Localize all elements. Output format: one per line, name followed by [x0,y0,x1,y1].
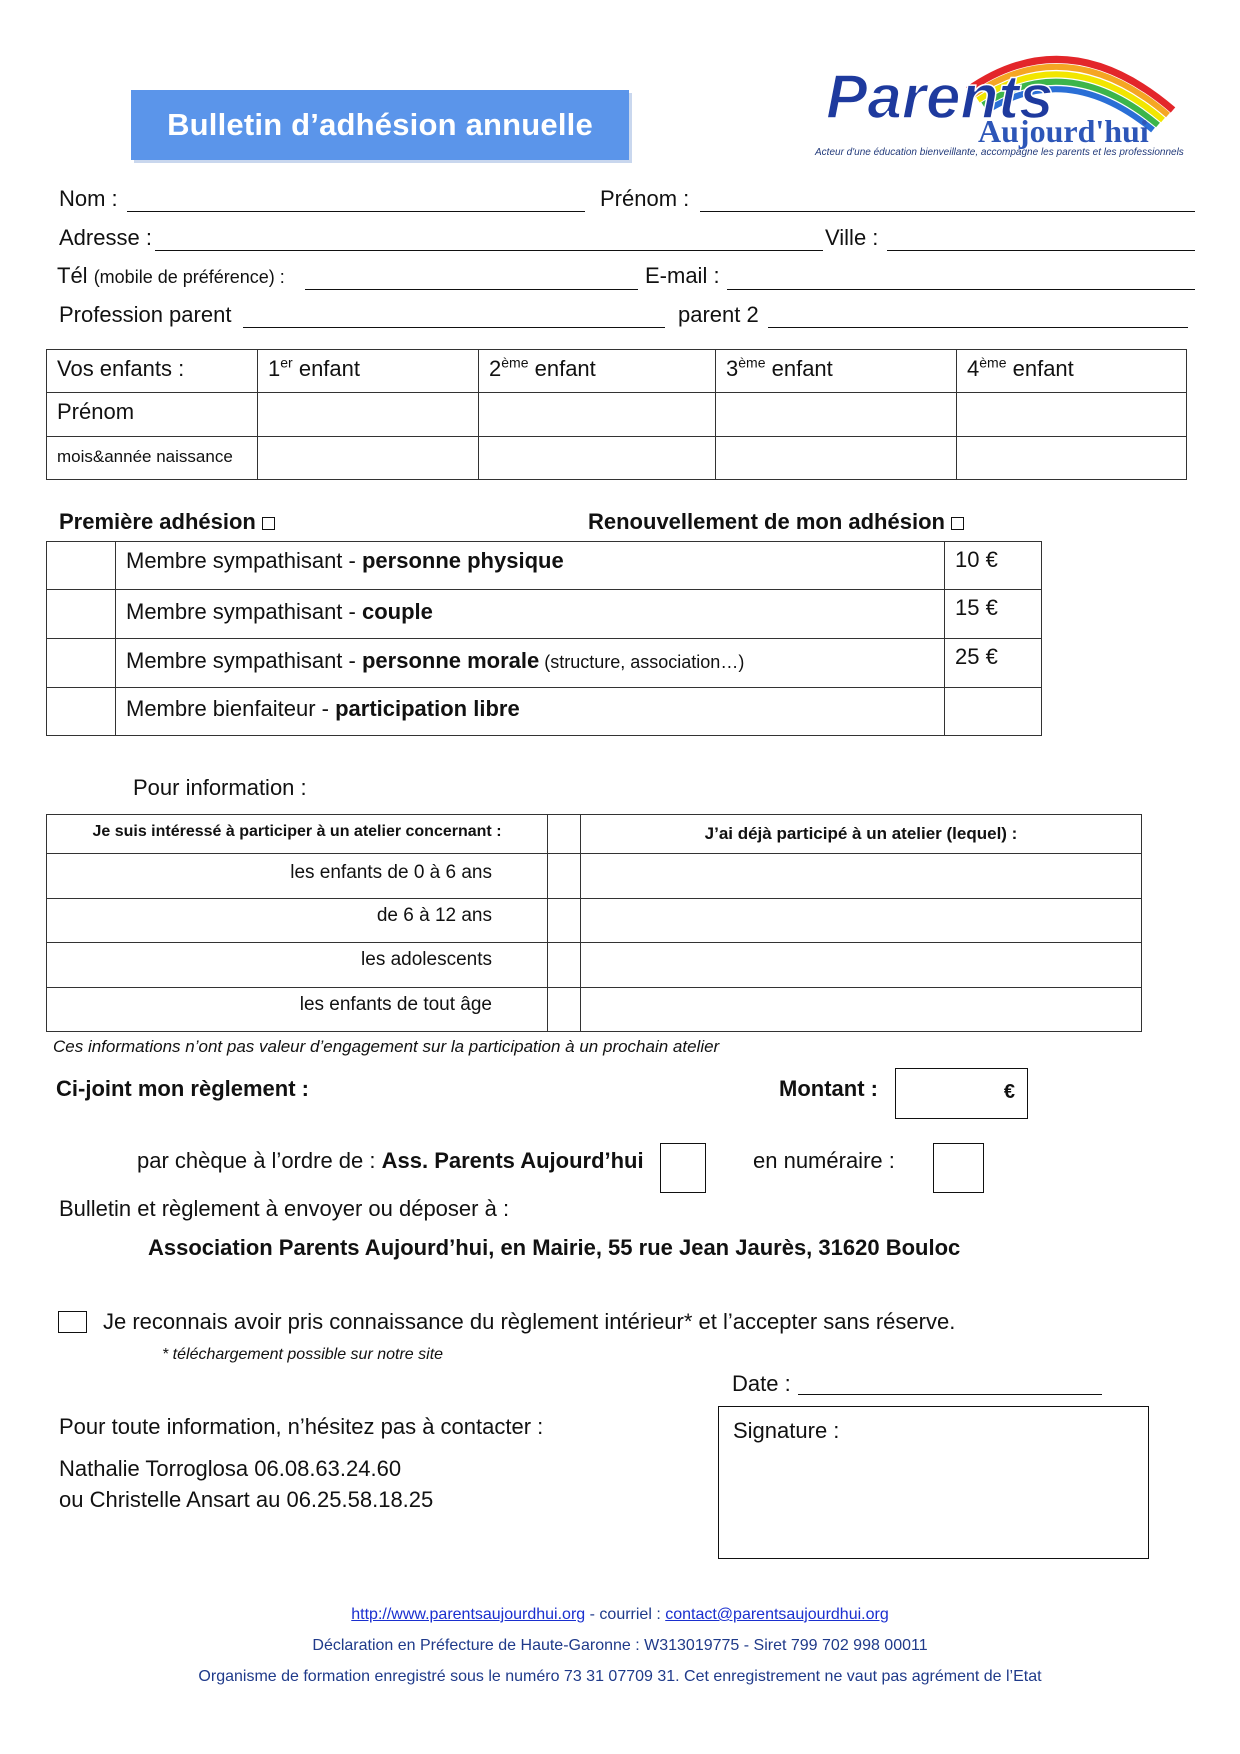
contact-intro: Pour toute information, n’hésitez pas à contacter : [59,1414,544,1439]
premiere-adhesion[interactable]: Première adhésion [59,509,275,535]
page-title: Bulletin d’adhésion annuelle [131,90,629,160]
contact-line-1: Nathalie Torroglosa 06.08.63.24.60 [59,1456,402,1481]
courriel-label: - courriel : [589,1606,661,1623]
membership-check-cell[interactable] [47,639,116,688]
membership-check-cell[interactable] [47,542,116,590]
tel-label: Tél (mobile de préférence) : [57,263,285,288]
child-4-prenom-cell[interactable] [957,393,1187,437]
workshop-checkbox-cell[interactable] [548,899,581,943]
child-col-4: 4ème enfant [957,350,1187,393]
email-field[interactable] [727,289,1195,290]
workshop-age-label: les adolescents [47,943,548,988]
prenom-label: Prénom : [600,186,690,211]
child-1-naissance-cell[interactable] [258,437,479,480]
row-naissance-label: mois&année naissance [47,437,258,480]
adresse-field[interactable] [155,250,823,251]
membership-price-cell: 25 € [945,639,1042,688]
workshop-checkbox-cell[interactable] [548,943,581,988]
interest-check-header [548,815,581,854]
membership-check-cell[interactable] [47,590,116,639]
workshop-table [46,814,1142,1032]
tel-field[interactable] [305,289,638,290]
ville-field[interactable] [887,250,1195,251]
contact-line-2: ou Christelle Ansart au 06.25.58.18.25 [59,1487,434,1512]
footer-formation: Organisme de formation enregistré sous le numéro 73 31 07709 31. Cet enregistrement ne vaut pas agrément de l’Etat [198,1668,1042,1685]
info-heading: Pour information : [133,775,307,800]
workshop-checkbox-cell[interactable] [548,854,581,899]
children-header: Vos enfants : [47,350,258,393]
email-link[interactable]: contact@parentsaujourdhui.org [665,1606,889,1623]
cheque-label: par chèque à l’ordre de : Ass. Parents Aujourd’hui [137,1148,644,1173]
membership-price-cell: 10 € [945,542,1042,590]
workshop-checkbox-cell[interactable] [548,988,581,1032]
agreement-checkbox[interactable] [58,1311,87,1333]
workshop-participated-cell[interactable] [581,943,1142,988]
agreement-note: * téléchargement possible sur notre site [162,1346,444,1363]
parent2-label: parent 2 [678,302,759,327]
cash-checkbox[interactable] [933,1143,984,1193]
participated-header: J’ai déjà participé à un atelier (lequel) : [581,815,1142,854]
renouvellement-adhesion[interactable]: Renouvellement de mon adhésion [588,509,964,535]
logo-brand: Parents [826,63,1054,132]
footer-declaration: Déclaration en Préfecture de Haute-Garonne : W313019775 - Siret 799 702 998 00011 [312,1637,928,1654]
child-3-prenom-cell[interactable] [716,393,957,437]
child-4-naissance-cell[interactable] [957,437,1187,480]
child-2-prenom-cell[interactable] [479,393,716,437]
parent2-field[interactable] [768,327,1188,328]
cash-label: en numéraire : [753,1148,895,1173]
interest-header: Je suis intéressé à participer à un atelier concernant : [47,815,548,854]
child-1-prenom-cell[interactable] [258,393,479,437]
date-field[interactable] [798,1394,1102,1395]
membership-price-cell[interactable] [945,688,1042,736]
website-link[interactable]: http://www.parentsaujourdhui.org [351,1606,586,1623]
child-col-2: 2ème enfant [479,350,716,393]
workshop-age-label: les enfants de tout âge [47,988,548,1032]
signature-label: Signature : [733,1418,840,1443]
renouvellement-checkbox[interactable] [951,517,964,530]
logo-tagline: Acteur d'une éducation bienveillante, accompagne les parents et les professionnels [815,147,1184,158]
profession-field[interactable] [243,327,665,328]
payment-label: Ci-joint mon règlement : [56,1076,309,1101]
workshop-participated-cell[interactable] [581,899,1142,943]
child-col-1: 1er enfant [258,350,479,393]
logo-subtitle: Aujourd'hui [978,113,1149,149]
row-prenom-label: Prénom [47,393,258,437]
send-to-label: Bulletin et règlement à envoyer ou déposer à : [59,1196,510,1221]
membership-label-cell: Membre sympathisant - personne physique [116,542,945,590]
membership-price-cell: 15 € [945,590,1042,639]
children-table [46,349,1187,480]
ville-label: Ville : [825,225,879,250]
membership-check-cell[interactable] [47,688,116,736]
workshop-participated-cell[interactable] [581,988,1142,1032]
membership-table [46,541,1042,736]
nom-field[interactable] [127,211,585,212]
membership-label-cell: Membre sympathisant - couple [116,590,945,639]
signature-box[interactable] [718,1406,1149,1559]
info-note: Ces informations n’ont pas valeur d’engagement sur la participation à un prochain atelier [53,1037,720,1056]
child-2-naissance-cell[interactable] [479,437,716,480]
profession-label: Profession parent [59,302,232,327]
date-label: Date : [732,1371,791,1396]
nom-label: Nom : [59,186,118,211]
workshop-age-label: les enfants de 0 à 6 ans [47,854,548,899]
euro-symbol: € [1003,1081,1015,1103]
association-address: Association Parents Aujourd’hui, en Mairie, 55 rue Jean Jaurès, 31620 Bouloc [148,1235,961,1260]
adresse-label: Adresse : [59,225,152,250]
workshop-age-label: de 6 à 12 ans [47,899,548,943]
premiere-adhesion-checkbox[interactable] [262,517,275,530]
child-col-3: 3ème enfant [716,350,957,393]
footer-links [0,1606,1240,1624]
child-3-naissance-cell[interactable] [716,437,957,480]
cheque-checkbox[interactable] [660,1143,706,1193]
montant-label: Montant : [779,1076,878,1101]
membership-label-cell: Membre bienfaiteur - participation libre [116,688,945,736]
agreement-text: Je reconnais avoir pris connaissance du règlement intérieur* et l’accepter sans réserve. [103,1309,956,1334]
membership-label-cell: Membre sympathisant - personne morale (structure, association…) [116,639,945,688]
workshop-participated-cell[interactable] [581,854,1142,899]
montant-field[interactable] [895,1068,1028,1119]
email-label: E-mail : [645,263,720,288]
prenom-field[interactable] [700,211,1195,212]
